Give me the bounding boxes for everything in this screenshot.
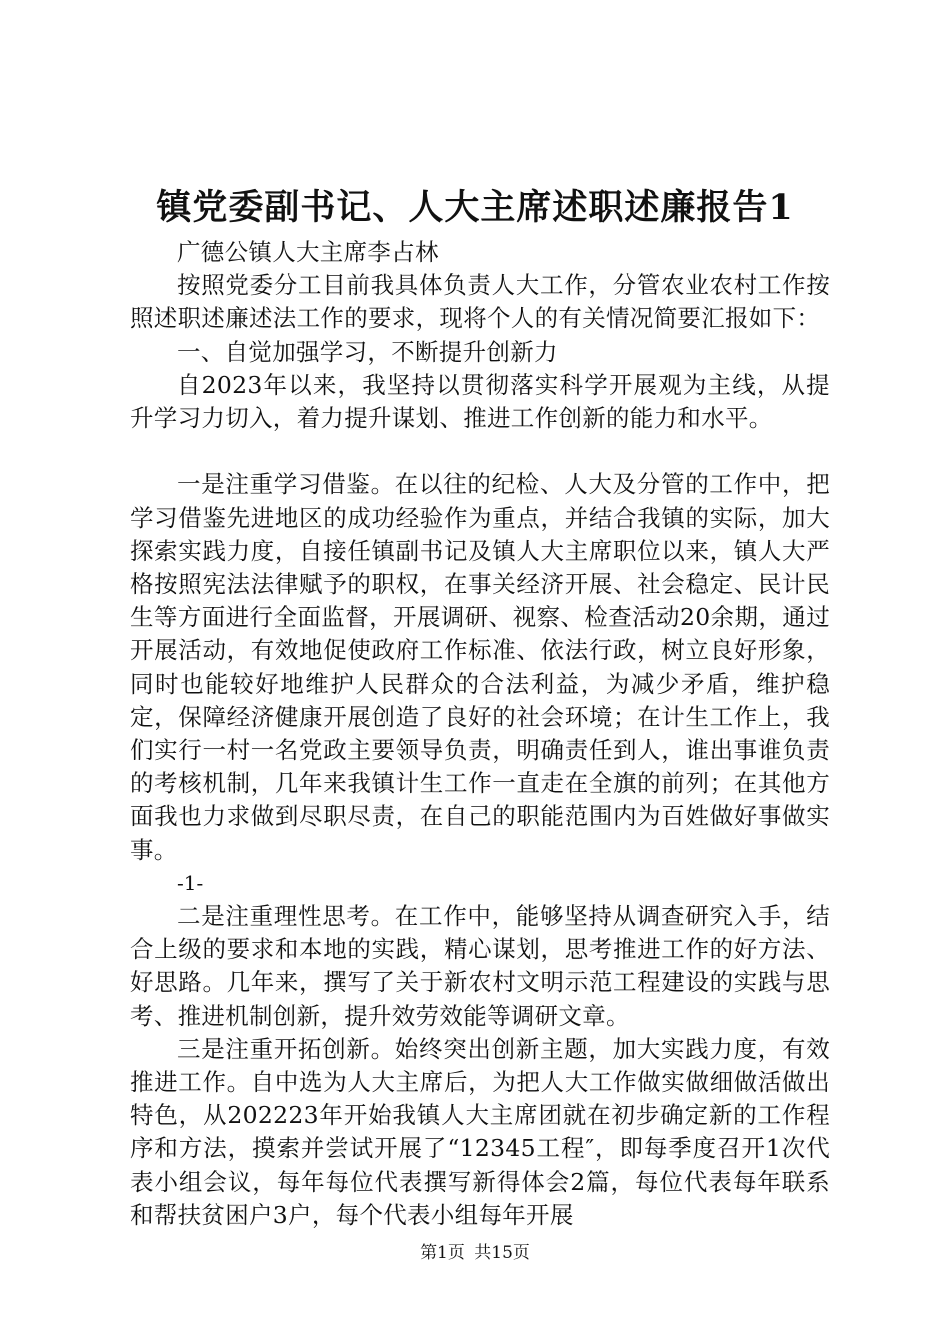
body-paragraph: 二是注重理性思考。在工作中，能够坚持从调查研究入手，结合上级的要求和本地的实践，精心谋划，思考推进工作的好方法、好思路。几年来，撰写了关于新农村文明示范工程建设的实践与思考、推进机制创新，提升效劳效能等调研文章。 xyxy=(130,902,830,1030)
body-paragraph: 三是注重开拓创新。始终突出创新主题，加大实践力度，有效推进工作。自中选为人大主席后，为把人大工作做实做细做活做出特色，从202223年开始我镇人大主席团就在初步确定新的工作程序和方法，摸索并尝试开展了“12345工程″，即每季度召开1次代表小组会议，每年每位代表撰写新得体会2篇，每位代表每年联系和帮扶贫困户3户，每个代表小组每年开展 xyxy=(130,1034,830,1229)
body-paragraph: 一是注重学习借鉴。在以往的纪检、人大及分管的工作中，把学习借鉴先进地区的成功经验作为重点，并结合我镇的实际，加大探索实践力度，自接任镇副书记及镇人大主席职位以来，镇人大严格按照宪法法律赋予的职权，在事关经济开展、社会稳定、民计民生等方面进行全面监督，开展调研、视察、检查活动20余期，通过开展活动，有效地促使政府工作标准、依法行政，树立良好形象，同时也能较好地维护人民群众的合法利益，为减少矛盾，维护稳定，保障经济健康开展创造了良好的社会环境；在计生工作上，我们实行一村一名党政主要领导负责，明确责任到人，谁出事谁负责的考核机制，几年来我镇计生工作一直走在全旗的前列；在其他方面我也力求做到尽职尽责，在自己的职能范围内为百姓做好事做实事。 xyxy=(130,470,830,864)
document-body xyxy=(130,236,830,1232)
body-paragraph: 自2023年以来，我坚持以贯彻落实科学开展观为主线，从提升学习力切入，着力提升谋划、推进工作创新的能力和水平。 xyxy=(130,370,830,433)
intro-paragraph: 按照党委分工目前我具体负责人大工作，分管农业农村工作按照述职述廉述法工作的要求，现将个人的有关情况简要汇报如下： xyxy=(130,271,830,333)
page-footer xyxy=(0,1241,950,1265)
document-title: 镇党委副书记、人大主席述职述廉报告1 xyxy=(156,187,794,228)
author-line: 广德公镇人大主席李占林 xyxy=(177,238,439,266)
page-number: 第1页 xyxy=(420,1243,465,1263)
inline-page-marker: -1- xyxy=(177,870,204,895)
page-total: 共15页 xyxy=(474,1243,530,1263)
section-heading: 一、自觉加强学习，不断提升创新力 xyxy=(177,337,558,366)
